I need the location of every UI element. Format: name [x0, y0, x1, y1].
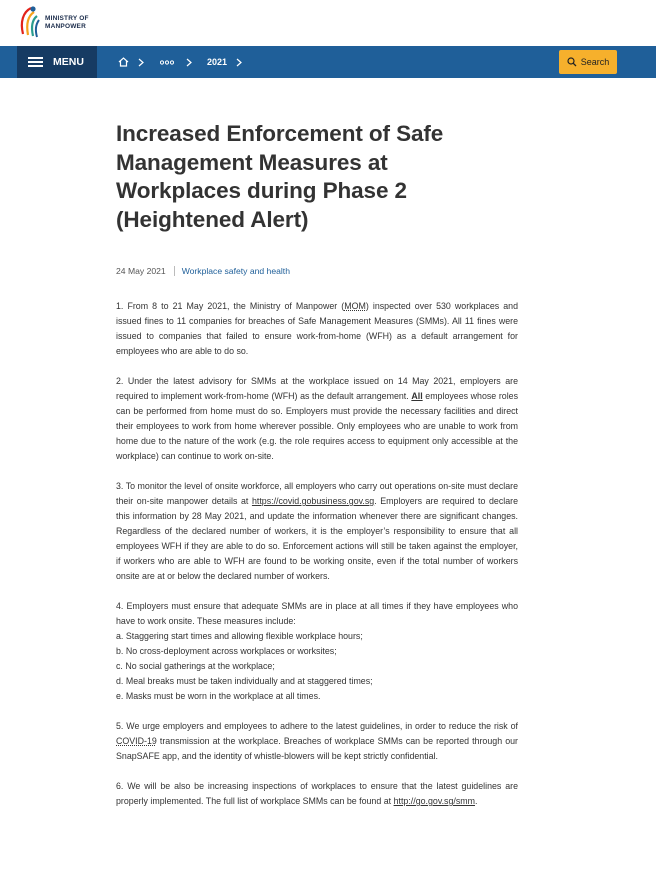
search-icon [567, 57, 577, 67]
paragraph-2 [116, 374, 518, 464]
text: 5. We urge employers and employees to adhere to the latest guidelines, in order to reduce the risk of [116, 721, 518, 731]
breadcrumb-more-icon[interactable] [160, 46, 174, 78]
site-header [0, 0, 656, 46]
menu-button[interactable] [17, 46, 97, 78]
article-category-link[interactable]: Workplace safety and health [181, 266, 290, 276]
paragraph-6 [116, 779, 518, 809]
smm-link[interactable]: http://go.gov.sg/smm [393, 796, 476, 806]
list-item: b. No cross-deployment across workplaces or worksites; [116, 646, 337, 656]
article [116, 120, 518, 824]
text: 1. From 8 to 21 May 2021, the Ministry of Manpower ( [116, 301, 345, 311]
paragraph-3 [116, 479, 518, 584]
abbr-covid[interactable]: COVID-19 [116, 736, 157, 746]
hamburger-icon [28, 57, 43, 67]
list-item: a. Staggering start times and allowing flexible workplace hours; [116, 631, 363, 641]
text: 6. We will be also be increasing inspections of workplaces to ensure that the latest guidelines are properly implemented. The full list of workplace SMMs can be found at [116, 781, 518, 806]
text: . Employers are required to declare this information by 28 May 2021, and update the information whenever there are significant changes. Regardless of the declared number of workers, it is the employer’s responsibility to ensure that all employees WFH if they are able to do so. Enforcement actions will still be taken against the employer, if workers who are able to WFH are found to be working onsite, even if the total number of workers onsite are at or below the declared number of workers. [116, 496, 518, 581]
menu-label: MENU [53, 56, 84, 68]
text: ) inspected over 530 workplaces and issued fines to 11 companies for breaches of Safe Management Measures (SMMs). All 11 fines were issued to companies that failed to ensure work-from-home (WFH) as a default arrangement for employees who are able to do so. [116, 301, 518, 356]
breadcrumb-year[interactable]: 2021 [207, 57, 228, 67]
mom-logo-icon [17, 4, 41, 42]
list-item: d. Meal breaks must be taken individually and at staggered times; [116, 676, 373, 686]
text: transmission at the workplace. Breaches of workplace SMMs can be reported through our SnapSAFE app, and the identity of whistle-blowers will be kept strictly confidential. [116, 736, 518, 761]
text: 2. Under the latest advisory for SMMs at the workplace issued on 14 May 2021, employers are required to implement work-from-home (WFH) as the default arrangement. [116, 376, 518, 401]
chevron-right-icon [186, 46, 192, 78]
logo-line2: MANPOWER [45, 23, 86, 30]
gobusiness-link[interactable]: https://covid.gobusiness.gov.sg [251, 496, 375, 506]
search-label: Search [580, 57, 610, 67]
text: 3. To monitor the level of onsite workforce, all employers who carry out operations on-site must declare their on-site manpower details at [116, 481, 518, 506]
article-body [116, 299, 518, 809]
page-title: Increased Enforcement of Safe Management Measures at Workplaces during Phase 2 (Heightened Alert) [116, 121, 444, 232]
paragraph-1 [116, 299, 518, 359]
logo-text [45, 15, 89, 31]
paragraph-4-intro: 4. Employers must ensure that adequate SMMs are in place at all times if they have employees who have to work onsite. These measures include: [116, 601, 518, 626]
logo-line1: MINISTRY OF [45, 15, 89, 22]
paragraph-4 [116, 599, 518, 704]
text: . [475, 796, 478, 806]
measures-list [116, 629, 518, 704]
abbr-mom[interactable]: MOM [344, 301, 366, 311]
emphasis-all: All [411, 391, 423, 401]
text: employees whose roles can be performed from home must do so. Employers must provide the necessary facilities and direct their employees to work from home wherever possible. Only employees who are unable to work from home due to the nature of the work (e.g. the role requires access to equipment only accessible at the workplace) can continue to work on-site. [116, 391, 519, 461]
home-icon [118, 57, 129, 67]
search-button[interactable] [559, 50, 617, 74]
article-meta [116, 264, 518, 278]
list-item: e. Masks must be worn in the workplace at all times. [116, 691, 321, 701]
paragraph-5 [116, 719, 518, 764]
list-item: c. No social gatherings at the workplace; [116, 661, 275, 671]
mom-logo[interactable] [17, 4, 89, 42]
chevron-right-icon [138, 46, 144, 78]
nav-bar [0, 46, 656, 78]
breadcrumb-home[interactable] [118, 46, 129, 78]
article-date: 24 May 2021 [116, 266, 175, 276]
chevron-right-icon [236, 46, 242, 78]
